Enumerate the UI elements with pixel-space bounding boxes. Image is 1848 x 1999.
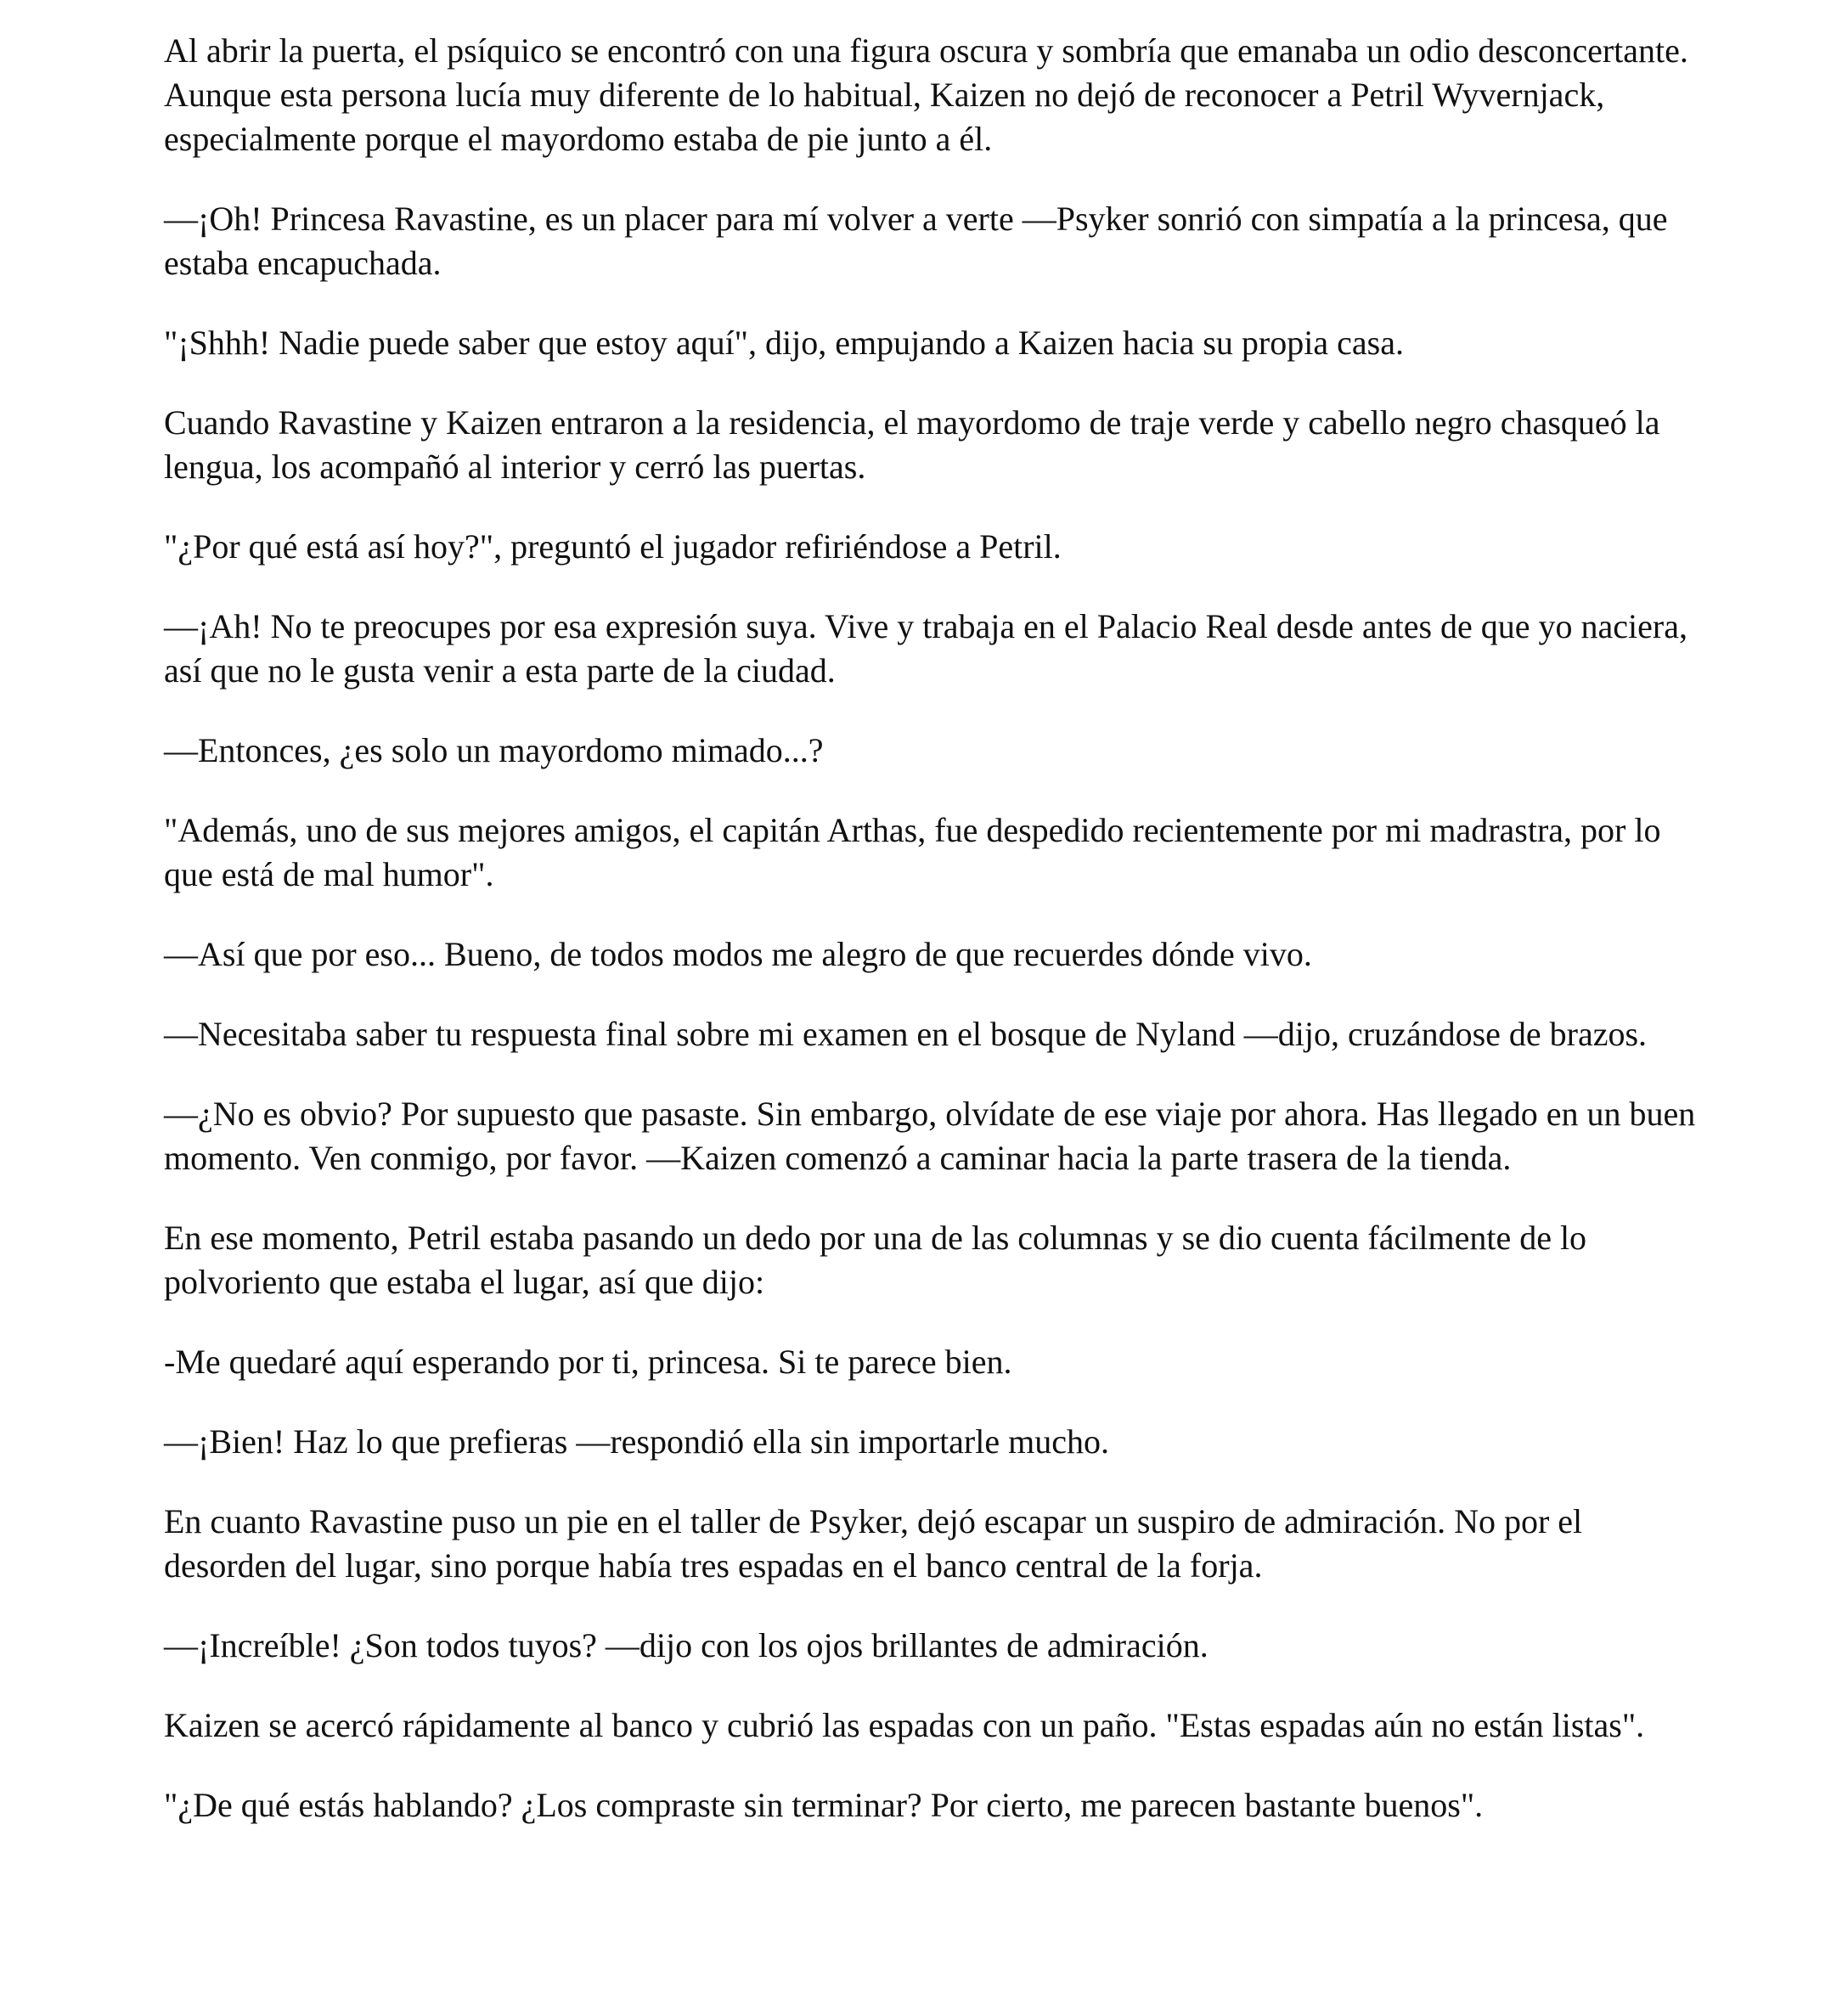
paragraph: —¡Ah! No te preocupes por esa expresión suya. Vive y trabaja en el Palacio Real desde antes de que yo naciera, así que no le gusta venir a esta parte de la ciudad. [164,607,1687,690]
paragraph: "¿Por qué está así hoy?", preguntó el jugador refiriéndose a Petril. [164,527,1062,566]
paragraph: "¿De qué estás hablando? ¿Los compraste sin terminar? Por cierto, me parecen bastante buenos". [164,1786,1484,1824]
paragraph: —Así que por eso... Bueno, de todos modos me alegro de que recuerdes dónde vivo. [164,935,1312,973]
paragraph: Al abrir la puerta, el psíquico se encontró con una figura oscura y sombría que emanaba un odio desconcertante. Aunque esta persona lucía muy diferente de lo habitual, Kaizen no dejó de reconocer a Petril Wyvernjack, especialmente porque el mayordomo estaba de pie junto a él. [164,31,1688,158]
paragraph: -Me quedaré aquí esperando por ti, princesa. Si te parece bien. [164,1343,1012,1381]
paragraph: "Además, uno de sus mejores amigos, el capitán Arthas, fue despedido recientemente por mi madrastra, por lo que está de mal humor". [164,811,1661,893]
paragraph: En cuanto Ravastine puso un pie en el taller de Psyker, dejó escapar un suspiro de admiración. No por el desorden del lugar, sino porque había tres espadas en el banco central de la forja. [164,1502,1583,1585]
paragraph: "¡Shhh! Nadie puede saber que estoy aquí", dijo, empujando a Kaizen hacia su propia casa. [164,324,1404,362]
paragraph: —Entonces, ¿es solo un mayordomo mimado...? [164,731,824,769]
paragraph: —Necesitaba saber tu respuesta final sobre mi examen en el bosque de Nyland —dijo, cruzándose de brazos. [164,1015,1648,1053]
paragraph: Kaizen se acercó rápidamente al banco y cubrió las espadas con un paño. "Estas espadas aún no están listas". [164,1706,1645,1744]
paragraph: —¡Bien! Haz lo que prefieras —respondió ella sin importarle mucho. [164,1422,1109,1461]
paragraph: En ese momento, Petril estaba pasando un dedo por una de las columnas y se dio cuenta fácilmente de lo polvoriento que estaba el lugar, así que dijo: [164,1219,1587,1301]
paragraph: Cuando Ravastine y Kaizen entraron a la residencia, el mayordomo de traje verde y cabello negro chasqueó la lengua, los acompañó al interior y cerró las puertas. [164,403,1660,486]
paragraph: —¡Oh! Princesa Ravastine, es un placer para mí volver a verte —Psyker sonrió con simpatía a la princesa, que estaba encapuchada. [164,200,1668,282]
document-body [164,29,1710,1863]
paragraph: —¡Increíble! ¿Son todos tuyos? —dijo con los ojos brillantes de admiración. [164,1626,1209,1664]
paragraph: —¿No es obvio? Por supuesto que pasaste. Sin embargo, olvídate de ese viaje por ahora. Has llegado en un buen momento. Ven conmigo, por favor. —Kaizen comenzó a caminar hacia la parte trasera de la tienda. [164,1095,1696,1177]
